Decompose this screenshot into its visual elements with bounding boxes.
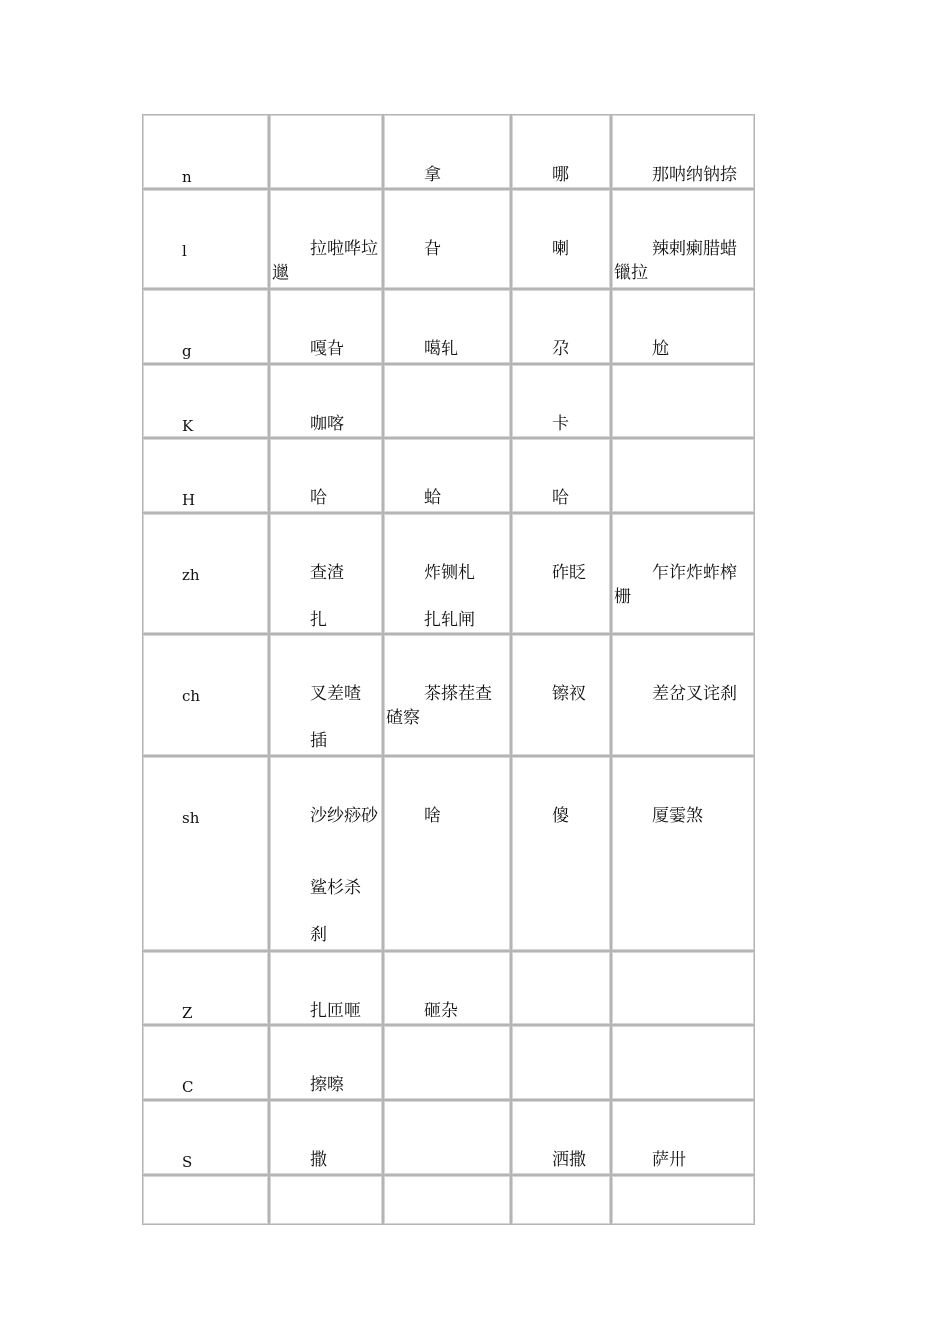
- table-cell: [511, 756, 611, 951]
- cell-text: 哈: [310, 488, 327, 508]
- cell-text: 辣剌瘌腊蜡镴拉: [614, 239, 737, 283]
- cell-text: 拉啦哗垃邋: [272, 239, 378, 283]
- table-row: [142, 634, 755, 756]
- cell-text: 炸铡札: [424, 563, 475, 583]
- table-cell: [611, 634, 755, 756]
- initial-label: zh: [182, 566, 200, 584]
- cell-text: 啥: [424, 806, 441, 826]
- cell-text: 叉差喳: [310, 684, 361, 704]
- table-cell: [611, 438, 755, 513]
- initial-label: g: [182, 342, 192, 360]
- initial-label: l: [182, 242, 187, 260]
- table-row: [142, 438, 755, 513]
- table-row: [142, 1025, 755, 1100]
- initial-label: C: [182, 1078, 194, 1096]
- cell-text: 喇: [552, 239, 569, 259]
- table-row: [142, 513, 755, 634]
- cell-text: 哈: [552, 488, 569, 508]
- table-cell: [383, 1100, 511, 1175]
- table-cell: [269, 289, 383, 364]
- table-cell: [611, 513, 755, 634]
- table-cell: [611, 114, 755, 189]
- table-cell: [269, 513, 383, 634]
- table-row: [142, 1100, 755, 1175]
- table-cell: [383, 364, 511, 438]
- table-cell: [611, 189, 755, 289]
- initial-cell: [142, 634, 269, 756]
- table-cell: [269, 634, 383, 756]
- table-cell: [511, 1100, 611, 1175]
- table-cell: [383, 513, 511, 634]
- cell-text: 茶搽茬查碴察: [386, 684, 492, 728]
- table-row: [142, 114, 755, 189]
- table-cell: [511, 289, 611, 364]
- cell-text: 嘎旮: [310, 339, 344, 359]
- table-cell: [269, 438, 383, 513]
- cell-text: 蛤: [424, 488, 441, 508]
- cell-text: 砟眨: [552, 563, 586, 583]
- table-cell: [383, 438, 511, 513]
- table-cell: [383, 289, 511, 364]
- initial-cell: [142, 289, 269, 364]
- initial-label: Z: [182, 1004, 193, 1022]
- table-row: [142, 1175, 755, 1225]
- initial-cell: [142, 951, 269, 1025]
- table-cell: [511, 951, 611, 1025]
- pinyin-table: [142, 114, 755, 1225]
- table-cell: [383, 189, 511, 289]
- cell-text: 查渣: [310, 563, 344, 583]
- table-row: [142, 289, 755, 364]
- cell-text: 尬: [652, 339, 669, 359]
- cell-text: 扎: [310, 610, 327, 630]
- table-cell: [383, 756, 511, 951]
- initial-cell: [142, 513, 269, 634]
- cell-text: 洒撒: [552, 1150, 586, 1170]
- table-cell: [611, 1175, 755, 1225]
- initial-cell: [142, 189, 269, 289]
- cell-text: 扎轧闸: [424, 610, 475, 630]
- table-cell: [383, 951, 511, 1025]
- table-cell: [383, 114, 511, 189]
- table-cell: [269, 114, 383, 189]
- table-cell: [511, 364, 611, 438]
- table-cell: [269, 1100, 383, 1175]
- table-cell: [269, 189, 383, 289]
- cell-text: 砸杂: [424, 1001, 458, 1021]
- cell-text: 擦嚓: [310, 1075, 344, 1095]
- table-row: [142, 951, 755, 1025]
- table-cell: [511, 189, 611, 289]
- initial-label: sh: [182, 809, 200, 827]
- initial-cell: [142, 438, 269, 513]
- table-cell: [511, 438, 611, 513]
- cell-text: 扎匝咂: [310, 1001, 361, 1021]
- initial-cell: [142, 1175, 269, 1225]
- cell-text: 哪: [552, 165, 569, 185]
- table-cell: [511, 1025, 611, 1100]
- initial-label: K: [182, 417, 194, 435]
- table-row: [142, 364, 755, 438]
- initial-label: H: [182, 491, 196, 509]
- cell-text: 卡: [552, 414, 569, 434]
- table-row: [142, 189, 755, 289]
- table-cell: [269, 1025, 383, 1100]
- table-cell: [383, 634, 511, 756]
- cell-text: 鲨杉杀: [310, 878, 361, 898]
- cell-text: 拿: [424, 165, 441, 185]
- cell-text: 傻: [552, 806, 569, 826]
- table-cell: [611, 364, 755, 438]
- table-cell: [511, 1175, 611, 1225]
- table-cell: [511, 634, 611, 756]
- table-cell: [269, 756, 383, 951]
- table-cell: [611, 289, 755, 364]
- initial-label: ch: [182, 687, 201, 705]
- cell-text: 萨卅: [652, 1150, 686, 1170]
- table-cell: [383, 1025, 511, 1100]
- initial-cell: [142, 756, 269, 951]
- table-cell: [611, 951, 755, 1025]
- initial-label: n: [182, 168, 192, 186]
- cell-text: 尕: [552, 339, 569, 359]
- cell-text: 噶轧: [424, 339, 458, 359]
- initial-cell: [142, 364, 269, 438]
- table-cell: [511, 513, 611, 634]
- table-cell: [269, 364, 383, 438]
- cell-text: 乍诈炸蚱榨栅: [614, 563, 737, 607]
- table-cell: [511, 114, 611, 189]
- cell-text: 旮: [424, 239, 441, 259]
- table-cell: [611, 756, 755, 951]
- cell-text: 镲衩: [552, 684, 586, 704]
- cell-text: 插: [310, 731, 327, 751]
- initial-label: S: [182, 1153, 193, 1171]
- table-row: [142, 756, 755, 951]
- cell-text: 撒: [310, 1150, 327, 1170]
- cell-text: 咖喀: [310, 414, 344, 434]
- initial-cell: [142, 1100, 269, 1175]
- initial-cell: [142, 1025, 269, 1100]
- cell-text: 差岔叉诧刹: [652, 684, 737, 704]
- cell-text: 那呐纳钠捺: [652, 165, 737, 185]
- cell-text: 沙纱痧砂: [310, 806, 378, 826]
- table-cell: [269, 1175, 383, 1225]
- table-cell: [611, 1100, 755, 1175]
- cell-text: 厦霎煞: [652, 806, 703, 826]
- table-cell: [269, 951, 383, 1025]
- initial-cell: [142, 114, 269, 189]
- cell-text: 刹: [310, 925, 327, 945]
- table-cell: [383, 1175, 511, 1225]
- table-cell: [611, 1025, 755, 1100]
